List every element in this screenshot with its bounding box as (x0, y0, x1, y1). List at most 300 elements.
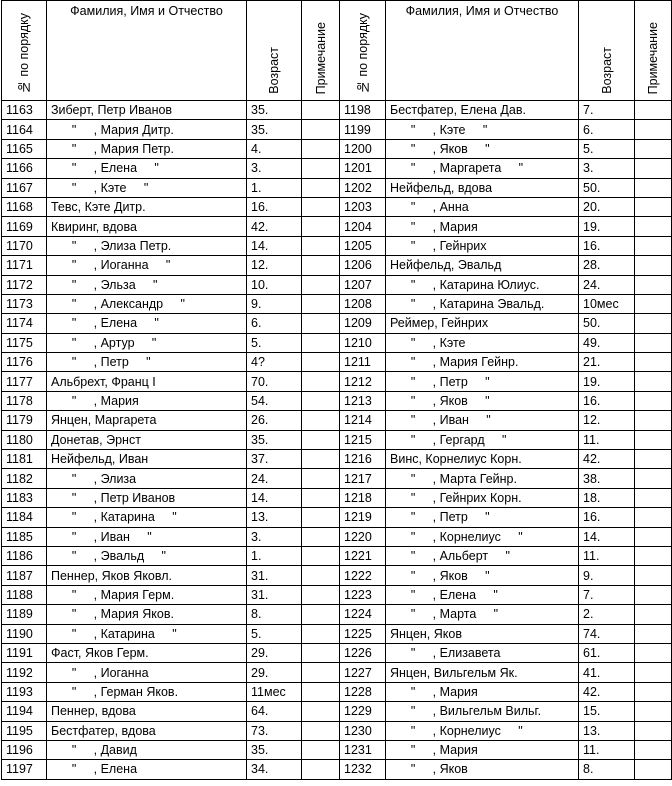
right-age-cell: 5. (579, 139, 635, 158)
left-age-cell: 8. (247, 605, 302, 624)
left-age-cell: 24. (247, 469, 302, 488)
header-note-right: Примечание (635, 1, 672, 101)
right-number-cell: 1231 (340, 740, 386, 759)
right-note-cell (635, 450, 672, 469)
left-number-cell: 1196 (2, 740, 47, 759)
right-note-cell (635, 488, 672, 507)
left-age-cell: 54. (247, 391, 302, 410)
left-name-cell: " , Эльза " (47, 275, 247, 294)
right-name-cell: " , Яков (386, 760, 579, 779)
header-note-left: Примечание (302, 1, 340, 101)
left-number-cell: 1191 (2, 643, 47, 662)
left-number-cell: 1177 (2, 372, 47, 391)
right-note-cell (635, 159, 672, 178)
left-note-cell (302, 178, 340, 197)
left-note-cell (302, 527, 340, 546)
right-number-cell: 1211 (340, 353, 386, 372)
right-age-cell: 7. (579, 101, 635, 120)
right-name-cell: " , Петр " (386, 372, 579, 391)
right-note-cell (635, 314, 672, 333)
table-row (2, 488, 672, 507)
right-name-cell: " , Яков " (386, 391, 579, 410)
right-name-cell: " , Альберт " (386, 546, 579, 565)
right-age-cell: 13. (579, 721, 635, 740)
left-note-cell (302, 702, 340, 721)
left-name-cell: " , Мария (47, 391, 247, 410)
right-number-cell: 1207 (340, 275, 386, 294)
left-age-cell: 35. (247, 740, 302, 759)
right-name-cell: " , Марта " (386, 605, 579, 624)
left-number-cell: 1171 (2, 256, 47, 275)
right-name-cell: " , Вильгельм Вильг. (386, 702, 579, 721)
left-age-cell: 35. (247, 430, 302, 449)
right-age-cell: 38. (579, 469, 635, 488)
right-number-cell: 1230 (340, 721, 386, 740)
left-note-cell (302, 159, 340, 178)
left-note-cell (302, 372, 340, 391)
left-number-cell: 1179 (2, 411, 47, 430)
left-number-cell: 1183 (2, 488, 47, 507)
left-note-cell (302, 236, 340, 255)
left-name-cell: " , Елена " (47, 314, 247, 333)
left-name-cell: " , Петр " (47, 353, 247, 372)
left-number-cell: 1174 (2, 314, 47, 333)
left-name-cell: " , Иоганна (47, 663, 247, 682)
table-row (2, 159, 672, 178)
right-note-cell (635, 643, 672, 662)
right-number-cell: 1226 (340, 643, 386, 662)
left-name-cell: " , Эвальд " (47, 546, 247, 565)
left-name-cell: " , Катарина " (47, 624, 247, 643)
table-row (2, 353, 672, 372)
left-note-cell (302, 488, 340, 507)
left-name-cell: Альбрехт, Франц I (47, 372, 247, 391)
left-note-cell (302, 314, 340, 333)
left-note-cell (302, 508, 340, 527)
left-number-cell: 1186 (2, 546, 47, 565)
header-name-left: Фамилия, Имя и Отчество (47, 1, 247, 101)
left-name-cell: " , Александр " (47, 294, 247, 313)
table-row (2, 372, 672, 391)
left-number-cell: 1175 (2, 333, 47, 352)
left-note-cell (302, 643, 340, 662)
left-note-cell (302, 294, 340, 313)
right-name-cell: " , Иван " (386, 411, 579, 430)
right-age-cell: 6. (579, 120, 635, 139)
right-name-cell: Винс, Корнелиус Корн. (386, 450, 579, 469)
left-name-cell: " , Иоганна " (47, 256, 247, 275)
left-name-cell: " , Елена " (47, 159, 247, 178)
right-age-cell: 16. (579, 236, 635, 255)
left-number-cell: 1193 (2, 682, 47, 701)
right-number-cell: 1203 (340, 197, 386, 216)
left-name-cell: Квиринг, вдова (47, 217, 247, 236)
right-number-cell: 1200 (340, 139, 386, 158)
right-name-cell: " , Елена " (386, 585, 579, 604)
right-note-cell (635, 139, 672, 158)
left-age-cell: 6. (247, 314, 302, 333)
right-name-cell: " , Елизавета (386, 643, 579, 662)
right-note-cell (635, 236, 672, 255)
left-age-cell: 1. (247, 546, 302, 565)
left-number-cell: 1165 (2, 139, 47, 158)
right-number-cell: 1199 (340, 120, 386, 139)
left-name-cell: Пеннер, вдова (47, 702, 247, 721)
table-row (2, 469, 672, 488)
left-note-cell (302, 430, 340, 449)
right-age-cell: 7. (579, 585, 635, 604)
left-number-cell: 1182 (2, 469, 47, 488)
left-name-cell: " , Иван " (47, 527, 247, 546)
right-number-cell: 1221 (340, 546, 386, 565)
left-name-cell: Нейфельд, Иван (47, 450, 247, 469)
left-age-cell: 35. (247, 101, 302, 120)
left-age-cell: 29. (247, 643, 302, 662)
right-number-cell: 1225 (340, 624, 386, 643)
right-name-cell: " , Гергард " (386, 430, 579, 449)
right-name-cell: " , Катарина Юлиус. (386, 275, 579, 294)
left-note-cell (302, 139, 340, 158)
right-note-cell (635, 391, 672, 410)
table-row (2, 333, 672, 352)
left-number-cell: 1163 (2, 101, 47, 120)
right-number-cell: 1216 (340, 450, 386, 469)
left-number-cell: 1166 (2, 159, 47, 178)
left-age-cell: 64. (247, 702, 302, 721)
right-age-cell: 49. (579, 333, 635, 352)
header-name-right: Фамилия, Имя и Отчество (386, 1, 579, 101)
right-age-cell: 50. (579, 178, 635, 197)
table-row (2, 643, 672, 662)
left-number-cell: 1187 (2, 566, 47, 585)
right-number-cell: 1222 (340, 566, 386, 585)
right-number-cell: 1215 (340, 430, 386, 449)
right-number-cell: 1208 (340, 294, 386, 313)
left-age-cell: 1. (247, 178, 302, 197)
table-row (2, 663, 672, 682)
left-number-cell: 1188 (2, 585, 47, 604)
right-number-cell: 1218 (340, 488, 386, 507)
right-age-cell: 61. (579, 643, 635, 662)
right-note-cell (635, 217, 672, 236)
left-name-cell: " , Герман Яков. (47, 682, 247, 701)
left-age-cell: 31. (247, 566, 302, 585)
left-age-cell: 26. (247, 411, 302, 430)
right-age-cell: 11. (579, 546, 635, 565)
header-row (2, 1, 672, 101)
left-age-cell: 5. (247, 333, 302, 352)
right-note-cell (635, 702, 672, 721)
right-age-cell: 28. (579, 256, 635, 275)
right-note-cell (635, 101, 672, 120)
right-number-cell: 1202 (340, 178, 386, 197)
left-number-cell: 1173 (2, 294, 47, 313)
table-row (2, 740, 672, 759)
left-age-cell: 73. (247, 721, 302, 740)
right-name-cell: " , Яков " (386, 139, 579, 158)
left-name-cell: " , Мария Яков. (47, 605, 247, 624)
right-name-cell: " , Кэте (386, 333, 579, 352)
right-name-cell: " , Мария (386, 217, 579, 236)
register-body (2, 101, 672, 780)
table-row (2, 314, 672, 333)
left-age-cell: 11мес (247, 682, 302, 701)
right-age-cell: 18. (579, 488, 635, 507)
right-name-cell: Нейфельд, вдова (386, 178, 579, 197)
right-name-cell: " , Мария Гейнр. (386, 353, 579, 372)
right-age-cell: 19. (579, 372, 635, 391)
table-row (2, 527, 672, 546)
left-age-cell: 3. (247, 527, 302, 546)
right-name-cell: " , Яков " (386, 566, 579, 585)
table-row (2, 682, 672, 701)
left-name-cell: Фаст, Яков Герм. (47, 643, 247, 662)
right-note-cell (635, 178, 672, 197)
left-number-cell: 1185 (2, 527, 47, 546)
right-name-cell: Реймер, Гейнрих (386, 314, 579, 333)
right-age-cell: 8. (579, 760, 635, 779)
left-note-cell (302, 101, 340, 120)
left-note-cell (302, 566, 340, 585)
left-name-cell: " , Елена (47, 760, 247, 779)
header-number-right: № по порядку (340, 1, 386, 101)
right-note-cell (635, 546, 672, 565)
right-note-cell (635, 663, 672, 682)
left-age-cell: 5. (247, 624, 302, 643)
right-note-cell (635, 353, 672, 372)
left-age-cell: 9. (247, 294, 302, 313)
right-number-cell: 1212 (340, 372, 386, 391)
left-name-cell: " , Катарина " (47, 508, 247, 527)
left-age-cell: 14. (247, 236, 302, 255)
table-row (2, 256, 672, 275)
right-number-cell: 1227 (340, 663, 386, 682)
table-row (2, 566, 672, 585)
right-note-cell (635, 275, 672, 294)
left-age-cell: 12. (247, 256, 302, 275)
right-note-cell (635, 566, 672, 585)
right-note-cell (635, 372, 672, 391)
right-number-cell: 1206 (340, 256, 386, 275)
right-note-cell (635, 740, 672, 759)
left-note-cell (302, 353, 340, 372)
left-number-cell: 1167 (2, 178, 47, 197)
right-number-cell: 1210 (340, 333, 386, 352)
left-number-cell: 1192 (2, 663, 47, 682)
left-name-cell: Тевс, Кэте Дитр. (47, 197, 247, 216)
left-note-cell (302, 605, 340, 624)
right-name-cell: Янцен, Яков (386, 624, 579, 643)
right-name-cell: " , Мария (386, 682, 579, 701)
left-note-cell (302, 450, 340, 469)
right-age-cell: 74. (579, 624, 635, 643)
right-note-cell (635, 197, 672, 216)
table-row (2, 585, 672, 604)
table-row (2, 275, 672, 294)
left-name-cell: Донетав, Эрнст (47, 430, 247, 449)
right-age-cell: 15. (579, 702, 635, 721)
left-number-cell: 1176 (2, 353, 47, 372)
right-name-cell: Нейфельд, Эвальд (386, 256, 579, 275)
left-name-cell: " , Элиза Петр. (47, 236, 247, 255)
table-row (2, 391, 672, 410)
right-number-cell: 1229 (340, 702, 386, 721)
right-age-cell: 11. (579, 430, 635, 449)
table-row (2, 624, 672, 643)
table-row (2, 411, 672, 430)
table-row (2, 217, 672, 236)
left-note-cell (302, 721, 340, 740)
right-age-cell: 10мес (579, 294, 635, 313)
right-note-cell (635, 605, 672, 624)
left-name-cell: " , Кэте " (47, 178, 247, 197)
right-name-cell: " , Гейнрих Корн. (386, 488, 579, 507)
right-number-cell: 1223 (340, 585, 386, 604)
right-age-cell: 41. (579, 663, 635, 682)
table-row (2, 430, 672, 449)
left-age-cell: 37. (247, 450, 302, 469)
left-age-cell: 10. (247, 275, 302, 294)
table-row (2, 178, 672, 197)
left-number-cell: 1170 (2, 236, 47, 255)
left-age-cell: 70. (247, 372, 302, 391)
right-number-cell: 1217 (340, 469, 386, 488)
right-number-cell: 1224 (340, 605, 386, 624)
right-number-cell: 1219 (340, 508, 386, 527)
right-age-cell: 21. (579, 353, 635, 372)
right-name-cell: Янцен, Вильгельм Як. (386, 663, 579, 682)
left-note-cell (302, 682, 340, 701)
right-age-cell: 24. (579, 275, 635, 294)
register-table (1, 0, 672, 780)
right-name-cell: " , Корнелиус " (386, 527, 579, 546)
left-age-cell: 34. (247, 760, 302, 779)
right-number-cell: 1213 (340, 391, 386, 410)
right-note-cell (635, 469, 672, 488)
left-note-cell (302, 391, 340, 410)
right-note-cell (635, 256, 672, 275)
right-age-cell: 42. (579, 682, 635, 701)
right-number-cell: 1232 (340, 760, 386, 779)
right-name-cell: " , Маргарета " (386, 159, 579, 178)
left-age-cell: 35. (247, 120, 302, 139)
left-number-cell: 1169 (2, 217, 47, 236)
table-row (2, 236, 672, 255)
left-name-cell: " , Давид (47, 740, 247, 759)
right-name-cell: " , Корнелиус " (386, 721, 579, 740)
right-name-cell: " , Анна (386, 197, 579, 216)
right-note-cell (635, 760, 672, 779)
left-age-cell: 31. (247, 585, 302, 604)
right-note-cell (635, 682, 672, 701)
right-name-cell: " , Марта Гейнр. (386, 469, 579, 488)
right-note-cell (635, 333, 672, 352)
table-row (2, 605, 672, 624)
table-row (2, 294, 672, 313)
right-note-cell (635, 120, 672, 139)
right-age-cell: 11. (579, 740, 635, 759)
left-name-cell: " , Мария Дитр. (47, 120, 247, 139)
table-row (2, 197, 672, 216)
right-name-cell: " , Гейнрих (386, 236, 579, 255)
right-age-cell: 9. (579, 566, 635, 585)
table-row (2, 721, 672, 740)
left-name-cell: Бестфатер, вдова (47, 721, 247, 740)
header-age-right: Возраст (579, 1, 635, 101)
table-row (2, 120, 672, 139)
right-note-cell (635, 294, 672, 313)
left-note-cell (302, 275, 340, 294)
right-age-cell: 16. (579, 391, 635, 410)
left-number-cell: 1164 (2, 120, 47, 139)
left-number-cell: 1180 (2, 430, 47, 449)
left-number-cell: 1168 (2, 197, 47, 216)
left-note-cell (302, 197, 340, 216)
right-age-cell: 16. (579, 508, 635, 527)
left-name-cell: Янцен, Маргарета (47, 411, 247, 430)
right-name-cell: " , Кэте " (386, 120, 579, 139)
left-age-cell: 42. (247, 217, 302, 236)
right-name-cell: " , Мария (386, 740, 579, 759)
header-age-left: Возраст (247, 1, 302, 101)
left-name-cell: " , Петр Иванов (47, 488, 247, 507)
left-name-cell: Пеннер, Яков Яковл. (47, 566, 247, 585)
left-age-cell: 13. (247, 508, 302, 527)
left-number-cell: 1189 (2, 605, 47, 624)
right-number-cell: 1220 (340, 527, 386, 546)
right-age-cell: 20. (579, 197, 635, 216)
table-row (2, 546, 672, 565)
right-number-cell: 1201 (340, 159, 386, 178)
left-note-cell (302, 663, 340, 682)
left-age-cell: 3. (247, 159, 302, 178)
left-number-cell: 1172 (2, 275, 47, 294)
left-age-cell: 16. (247, 197, 302, 216)
right-number-cell: 1198 (340, 101, 386, 120)
right-age-cell: 50. (579, 314, 635, 333)
left-note-cell (302, 411, 340, 430)
left-note-cell (302, 546, 340, 565)
left-note-cell (302, 217, 340, 236)
header-number-left: № по порядку (2, 1, 47, 101)
left-age-cell: 4. (247, 139, 302, 158)
right-note-cell (635, 527, 672, 546)
left-number-cell: 1184 (2, 508, 47, 527)
right-age-cell: 14. (579, 527, 635, 546)
left-note-cell (302, 333, 340, 352)
left-name-cell: " , Мария Герм. (47, 585, 247, 604)
left-note-cell (302, 256, 340, 275)
left-note-cell (302, 120, 340, 139)
right-number-cell: 1204 (340, 217, 386, 236)
table-row (2, 760, 672, 779)
right-age-cell: 3. (579, 159, 635, 178)
right-note-cell (635, 624, 672, 643)
left-note-cell (302, 624, 340, 643)
table-row (2, 450, 672, 469)
left-name-cell: " , Элиза (47, 469, 247, 488)
right-number-cell: 1205 (340, 236, 386, 255)
right-age-cell: 2. (579, 605, 635, 624)
right-note-cell (635, 721, 672, 740)
left-number-cell: 1190 (2, 624, 47, 643)
left-number-cell: 1197 (2, 760, 47, 779)
left-age-cell: 4? (247, 353, 302, 372)
table-row (2, 101, 672, 120)
right-age-cell: 42. (579, 450, 635, 469)
table-row (2, 139, 672, 158)
left-age-cell: 29. (247, 663, 302, 682)
